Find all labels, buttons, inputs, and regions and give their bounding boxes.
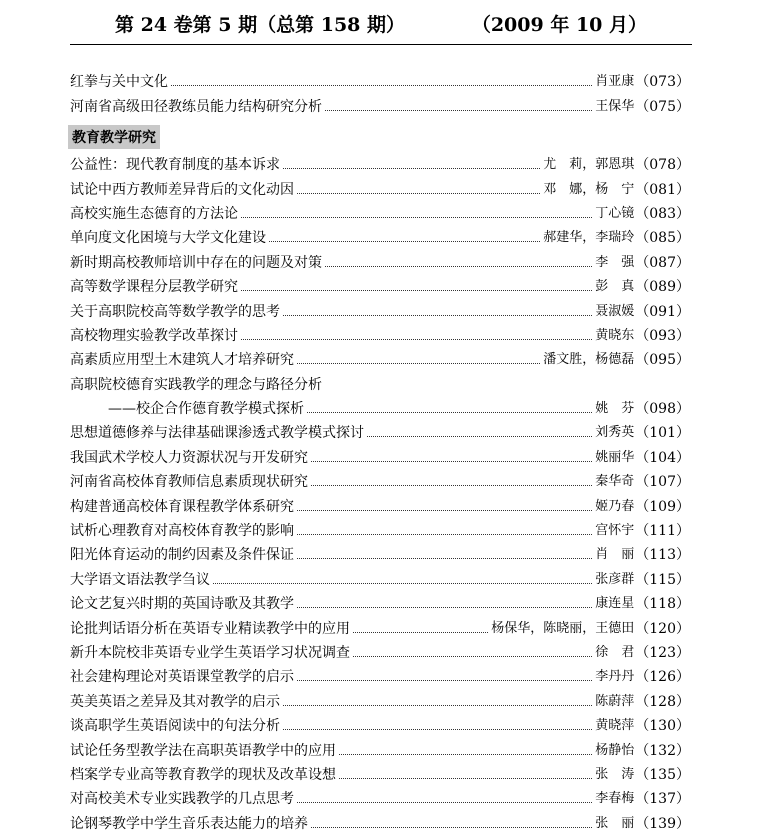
entry-page-number: （091）	[635, 303, 690, 320]
entry-author: 尤 莉，郭恩琪	[543, 157, 635, 173]
section-heading-row	[70, 125, 690, 149]
dot-leader	[171, 85, 592, 86]
entry-page-number: （081）	[635, 181, 690, 198]
entry-author: 杨静怡	[595, 742, 635, 758]
entry-page-number: （083）	[635, 205, 690, 222]
entry-title: 阳光体育运动的制约因素及条件保证	[70, 547, 294, 564]
entry-page-number: （135）	[635, 766, 690, 783]
issue-label: 第 24 卷第 5 期（总第 158 期）	[115, 14, 406, 36]
entry-author: 姬乃春	[595, 498, 635, 514]
entry-author: 黄晓萍	[595, 718, 635, 734]
toc-entry[interactable]	[70, 222, 690, 246]
entry-page-number: （132）	[635, 742, 690, 759]
entry-title: 社会建构理论对英语课堂教学的启示	[70, 669, 294, 686]
entry-page-number: （089）	[635, 279, 690, 296]
entry-author: 陈蔚萍	[595, 693, 635, 709]
entry-page-number: （123）	[635, 644, 690, 661]
entry-page-number: （111）	[635, 523, 690, 540]
entry-title: 试论中西方教师差异背后的文化动因	[70, 181, 294, 198]
entry-title: 我国武术学校人力资源状况与开发研究	[70, 449, 308, 466]
entry-page-number: （113）	[635, 547, 690, 564]
entry-page-number: （130）	[635, 718, 690, 735]
dot-leader	[269, 241, 540, 242]
entry-page-number: （107）	[635, 474, 690, 491]
entry-author: 潘文胜，杨德磊	[543, 352, 635, 368]
entry-title: 大学语文语法教学刍议	[70, 571, 210, 588]
entry-title: 河南省高校体育教师信息素质现状研究	[70, 474, 308, 491]
entry-title: 高校物理实验教学改革探讨	[70, 327, 238, 344]
entry-title: 论钢琴教学中学生音乐表达能力的培养	[70, 815, 308, 832]
toc-entry[interactable]	[70, 198, 690, 222]
entry-page-number: （085）	[635, 230, 690, 247]
toc-entry[interactable]	[70, 417, 690, 441]
toc-entry[interactable]	[70, 539, 690, 563]
entry-page-number: （095）	[635, 352, 690, 369]
entry-title: 试论任务型教学法在高职英语教学中的应用	[70, 742, 336, 759]
dot-leader	[367, 436, 592, 437]
top-entries	[70, 66, 690, 115]
dot-leader	[353, 656, 592, 657]
dot-leader	[297, 607, 592, 608]
dot-leader	[283, 168, 540, 169]
entry-page-number: （093）	[635, 327, 690, 344]
entry-author: 王保华	[595, 98, 635, 114]
entry-author: 宫怀宇	[595, 523, 635, 539]
dot-leader	[339, 778, 592, 779]
entry-page-number: （075）	[635, 98, 690, 115]
entry-author: 姚 芬	[595, 401, 635, 417]
entry-author: 张彦群	[595, 571, 635, 587]
toc-entry[interactable]	[70, 637, 690, 661]
dot-leader	[283, 729, 592, 730]
dot-leader	[353, 632, 488, 633]
toc-entry[interactable]	[70, 783, 690, 807]
entry-author: 张 涛	[595, 766, 635, 782]
entry-page-number: （126）	[635, 669, 690, 686]
entry-author: 李 强	[595, 254, 635, 270]
entry-author: 徐 君	[595, 644, 635, 660]
dot-leader	[311, 827, 592, 828]
entry-author: 丁心镜	[595, 205, 635, 221]
entry-title: 高素质应用型土木建筑人才培养研究	[70, 352, 294, 369]
toc-entry[interactable]	[70, 710, 690, 734]
entry-title: 红拳与关中文化	[70, 74, 168, 91]
entry-author: 刘秀英	[595, 425, 635, 441]
toc-entry[interactable]	[70, 759, 690, 783]
dot-leader	[283, 315, 592, 316]
page-header	[70, 0, 692, 45]
entry-title: 论批判话语分析在英语专业精读教学中的应用	[70, 620, 350, 637]
toc-entry[interactable]	[70, 173, 690, 197]
entry-page-number: （118）	[635, 596, 690, 613]
entry-title: 河南省高级田径教练员能力结构研究分析	[70, 98, 322, 115]
dot-leader	[311, 461, 592, 462]
dot-leader	[241, 217, 592, 218]
entry-title: 新升本院校非英语专业学生英语学习状况调查	[70, 644, 350, 661]
entry-title: 英美英语之差异及其对教学的启示	[70, 693, 280, 710]
issue-date: （2009 年 10 月）	[471, 14, 647, 36]
section-heading: 教育教学研究	[68, 125, 160, 149]
dot-leader	[297, 680, 592, 681]
dot-leader	[297, 534, 592, 535]
toc-entry[interactable]	[70, 807, 690, 831]
dot-leader	[283, 705, 592, 706]
toc-entry[interactable]	[70, 393, 690, 417]
toc-entry[interactable]	[70, 588, 690, 612]
entry-page-number: （104）	[635, 449, 690, 466]
entry-title: 档案学专业高等教育教学的现状及改革设想	[70, 766, 336, 783]
entry-page-number: （120）	[635, 620, 690, 637]
toc-entry[interactable]	[70, 149, 690, 173]
dot-leader	[325, 110, 592, 111]
entry-author: 李春梅	[595, 791, 635, 807]
entry-page-number: （087）	[635, 254, 690, 271]
entry-page-number: （078）	[635, 157, 690, 174]
entry-author: 邓 娜，杨 宁	[543, 181, 635, 197]
dot-leader	[297, 558, 592, 559]
entry-page-number: （109）	[635, 498, 690, 515]
entry-page-number: （139）	[635, 815, 690, 832]
entry-author: 秦华奇	[595, 474, 635, 490]
toc-entry[interactable]	[70, 685, 690, 709]
table-of-contents	[70, 66, 690, 832]
toc-entry[interactable]	[70, 441, 690, 465]
toc-entry[interactable]	[70, 344, 690, 368]
toc-entry[interactable]	[70, 320, 690, 344]
entry-author: 彭 真	[595, 279, 635, 295]
entry-page-number: （098）	[635, 401, 690, 418]
entry-title: 单向度文化困境与大学文化建设	[70, 230, 266, 247]
entry-title: 高等数学课程分层教学研究	[70, 279, 238, 296]
entry-title: 构建普通高校体育课程教学体系研究	[70, 498, 294, 515]
dot-leader	[297, 193, 540, 194]
dot-leader	[241, 339, 592, 340]
entry-author: 聂淑媛	[595, 303, 635, 319]
toc-entry[interactable]	[70, 295, 690, 319]
toc-entry[interactable]	[70, 368, 690, 392]
entry-title: 谈高职学生英语阅读中的句法分析	[70, 718, 280, 735]
dot-leader	[339, 754, 592, 755]
entry-page-number: （101）	[635, 425, 690, 442]
entry-author: 肖 丽	[595, 547, 635, 563]
dot-leader	[241, 290, 592, 291]
toc-entry[interactable]	[70, 66, 690, 90]
entry-title: 论文艺复兴时期的英国诗歌及其教学	[70, 596, 294, 613]
dot-leader	[297, 802, 592, 803]
entry-title: 对高校美术专业实践教学的几点思考	[70, 791, 294, 808]
toc-entry[interactable]	[70, 734, 690, 758]
entry-author: 李丹丹	[595, 669, 635, 685]
entry-title: 高校实施生态德育的方法论	[70, 205, 238, 222]
entry-author: 康连星	[595, 596, 635, 612]
dot-leader	[297, 510, 592, 511]
entry-page-number: （073）	[635, 74, 690, 91]
entry-title: 关于高职院校高等数学教学的思考	[70, 303, 280, 320]
entry-author: 黄晓东	[595, 327, 635, 343]
entry-page-number: （128）	[635, 693, 690, 710]
section-entries	[70, 149, 690, 832]
dot-leader	[297, 363, 540, 364]
entry-page-number: （115）	[635, 571, 690, 588]
toc-entry[interactable]	[70, 612, 690, 636]
entry-title: 公益性：现代教育制度的基本诉求	[70, 157, 280, 174]
entry-title: ——校企合作德育教学模式探析	[108, 401, 304, 418]
entry-title: 高职院校德育实践教学的理念与路径分析	[70, 376, 322, 393]
toc-entry[interactable]	[70, 90, 690, 114]
entry-author: 姚丽华	[595, 449, 635, 465]
toc-entry[interactable]	[70, 563, 690, 587]
toc-entry[interactable]	[70, 661, 690, 685]
dot-leader	[213, 583, 592, 584]
entry-title: 新时期高校教师培训中存在的问题及对策	[70, 254, 322, 271]
entry-author: 张 丽	[595, 815, 635, 831]
entry-title: 思想道德修养与法律基础课渗透式教学模式探讨	[70, 425, 364, 442]
entry-author: 杨保华，陈晓丽，王德田	[491, 620, 635, 636]
toc-entry[interactable]	[70, 490, 690, 514]
entry-author: 肖亚康	[595, 74, 635, 90]
entry-title: 试析心理教育对高校体育教学的影响	[70, 523, 294, 540]
dot-leader	[307, 412, 592, 413]
toc-entry[interactable]	[70, 271, 690, 295]
dot-leader	[325, 266, 592, 267]
entry-author: 郝建华，李瑞玲	[543, 230, 635, 246]
toc-entry[interactable]	[70, 466, 690, 490]
dot-leader	[311, 485, 592, 486]
toc-entry[interactable]	[70, 246, 690, 270]
entry-page-number: （137）	[635, 791, 690, 808]
toc-entry[interactable]	[70, 515, 690, 539]
